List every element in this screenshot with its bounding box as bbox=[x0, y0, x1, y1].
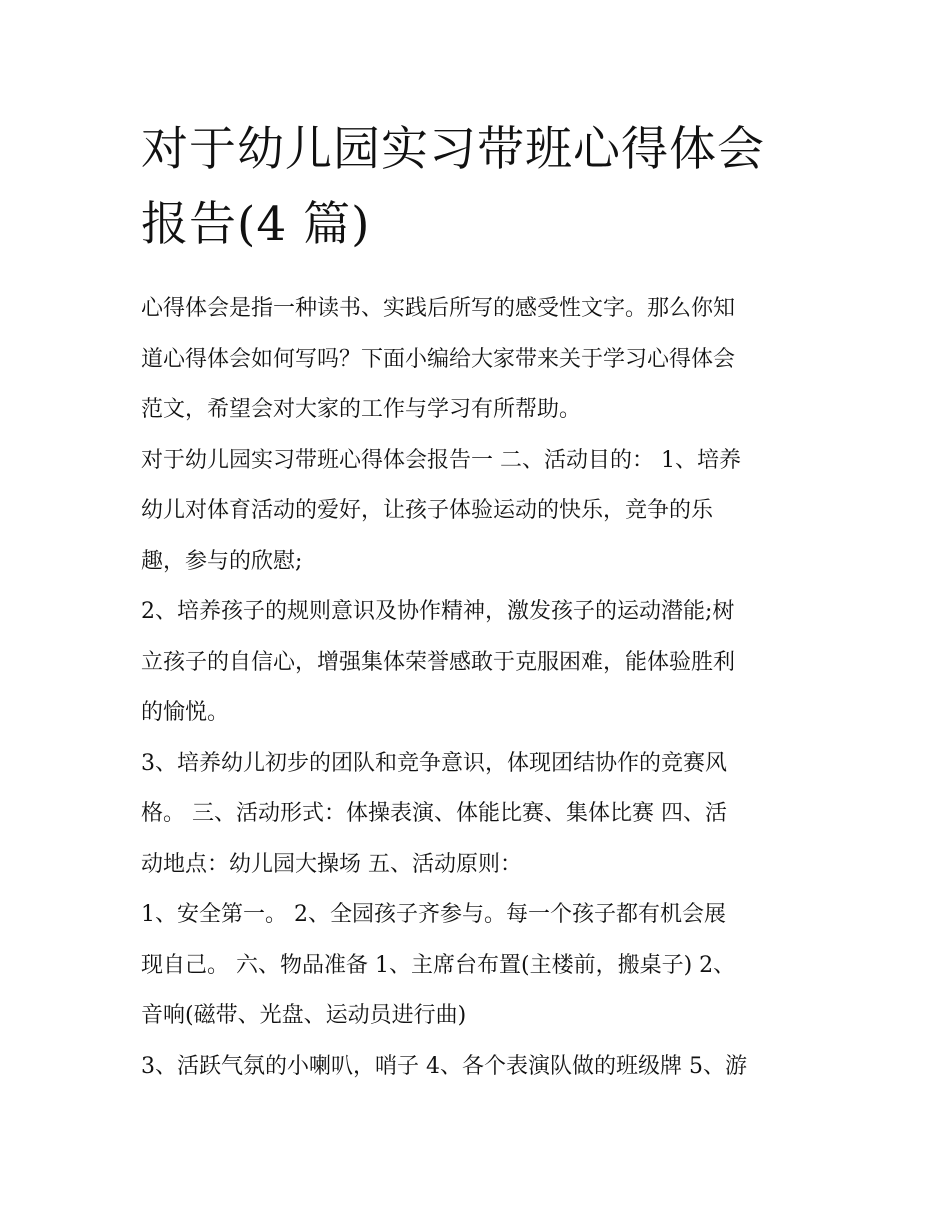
body-paragraph-2: 2、培养孩子的规则意识及协作精神，激发孩子的运动潜能;树 立孩子的自信心，增强集体荣誉感敢于克服困难，能体验胜利 的愉悦。 bbox=[141, 599, 736, 725]
document-title: 对于幼儿园实习带班心得体会 报告(4 篇) bbox=[141, 122, 765, 252]
body-paragraph-1: 对于幼儿园实习带班心得体会报告一 二、活动目的： 1、培养 幼儿对体育活动的爱好，让孩子体验运动的快乐，竞争的乐 趣，参与的欣慰; bbox=[141, 447, 741, 574]
body-paragraph-3: 3、培养幼儿初步的团队和竞争意识，体现团结协作的竞赛风 格。 三、活动形式：体操表演、体能比赛、集体比赛 四、活 动地点：幼儿园大操场 五、活动原则： bbox=[141, 750, 727, 877]
document-page bbox=[141, 112, 821, 1092]
body-paragraph-5: 3、活跃气氛的小喇叭，哨子 4、各个表演队做的班级牌 5、游 bbox=[141, 1053, 747, 1079]
intro-paragraph: 心得体会是指一种读书、实践后所写的感受性文字。那么你知 道心得体会如何写吗？下面小编给大家带来关于学习心得体会 范文，希望会对大家的工作与学习有所帮助。 bbox=[141, 296, 736, 422]
body-paragraph-4: 1、安全第一。 2、全园孩子齐参与。每一个孩子都有机会展 现自己。 六、物品准备 1、主席台布置(主楼前，搬桌子) 2、 音响(磁带、光盘、运动员进行曲) bbox=[141, 902, 736, 1028]
